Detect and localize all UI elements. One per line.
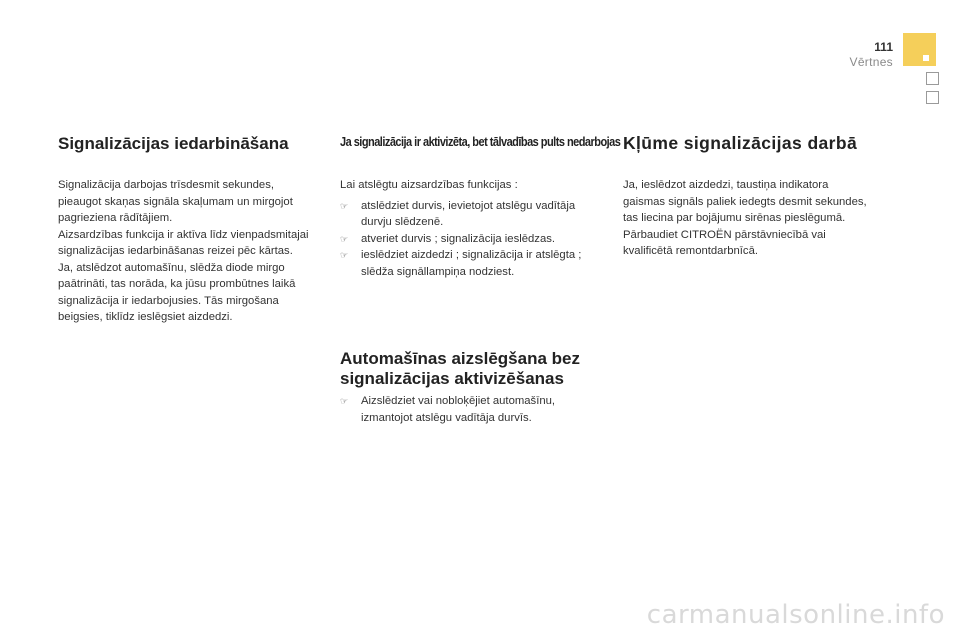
paragraph: Pārbaudiet CITROËN pārstāvniecībā vai kvalificētā remontdarbnīcā. — [623, 228, 826, 257]
hand-pointer-icon: ☞ — [340, 250, 349, 260]
chapter-tab[interactable] — [926, 72, 939, 85]
paragraph: Signalizācija darbojas trīsdesmit sekundes, pieaugot skaņas signāla skaļumam un mirgojot pagrieziena rādītājiem. — [58, 179, 293, 224]
chapter-tab-active[interactable] — [903, 33, 936, 66]
hand-pointer-icon: ☞ — [340, 233, 349, 244]
section-name: Vērtnes — [849, 55, 893, 69]
paragraph: Ja, ieslēdzot aizdedzi, taustiņa indikatora gaismas signāls paliek iedegts desmit sekundes, tas liecina par bojājumu sirēnas pieslēgumā. — [623, 179, 867, 224]
paragraph: Ja, atslēdzot automašīnu, slēdža diode mirgo paātrināti, tas norāda, ka jūsu prombūtnes laikā signalizācija ir iedarbojusies. Tās mirgošana beigsies, tiklīdz ieslēgsiet aizdedzi. — [58, 261, 296, 323]
section-title: Automašīnas aizslēgšana bez signalizācijas aktivizēšanas — [340, 349, 580, 388]
hand-pointer-icon: ☞ — [340, 200, 349, 211]
paragraph: Aizsardzības funkcija ir aktīva līdz vienpadsmitajai signalizācijas iedarbināšanas reizei pēc kārtas. — [58, 228, 309, 257]
page-number: 111 — [874, 40, 893, 54]
intro-text: Lai atslēgtu aizsardzības funkcijas : — [340, 179, 518, 191]
list-item: ☞ atveriet durvis ; signalizācija ieslēdzas. — [340, 231, 602, 248]
section-title: Ja signalizācija ir aktivizēta, bet tālvadības pults nedarbojas — [340, 135, 621, 149]
tab-marker-icon — [923, 55, 929, 61]
instruction-list — [340, 198, 602, 281]
list-item: ☞ Aizslēdziet vai nobloķējiet automašīnu, izmantojot atslēgu vadītāja durvīs. — [340, 395, 556, 424]
watermark: carmanualsonline.info — [646, 600, 945, 630]
list-item: ☞ atslēdziet durvis, ievietojot atslēgu vadītāja durvju slēdzenē. — [340, 199, 576, 228]
list-item: ☞ ieslēdziet aizdedzi ; signalizācija ir atslēgta ; slēdža signāllampiņa nodziest. — [340, 249, 582, 278]
section-title: Signalizācijas iedarbināšana — [58, 134, 289, 153]
instruction-list — [340, 393, 602, 426]
hand-pointer-icon: ☞ — [340, 396, 349, 406]
chapter-tab[interactable] — [926, 91, 939, 104]
section-title: Kļūme signalizācijas darbā — [623, 133, 858, 153]
